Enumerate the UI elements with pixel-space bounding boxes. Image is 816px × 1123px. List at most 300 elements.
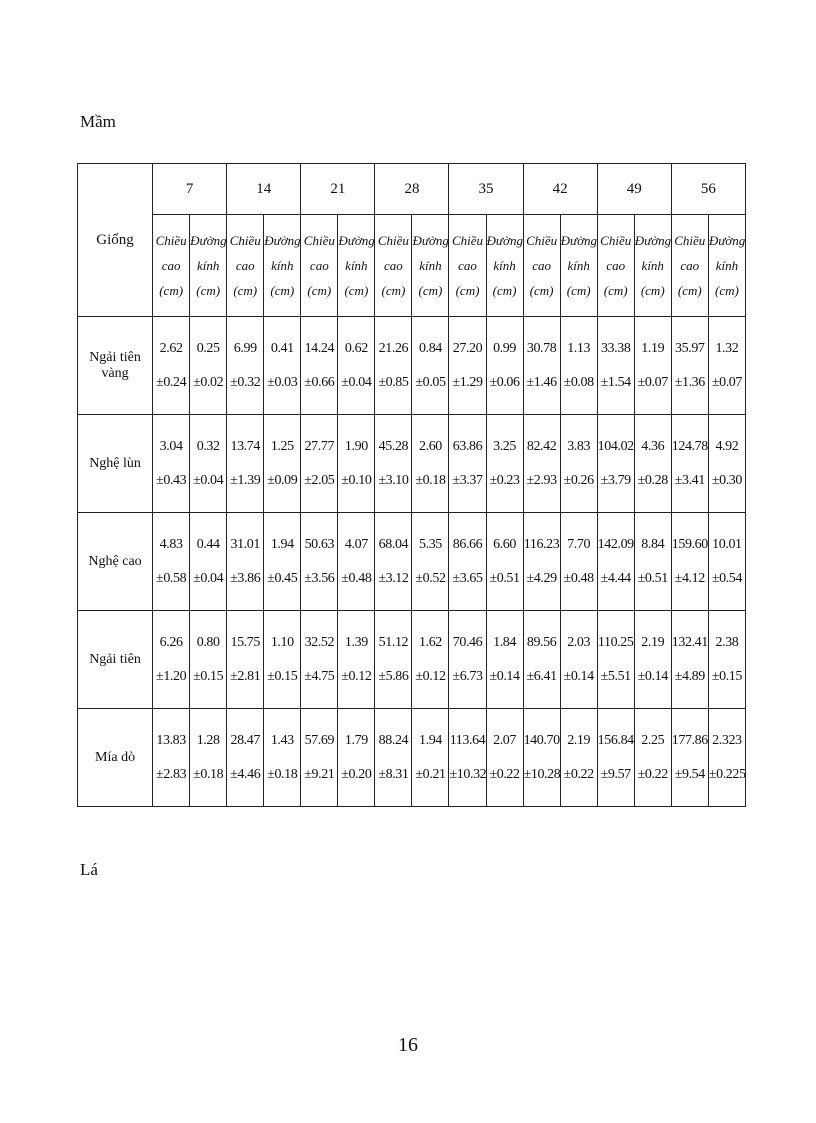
header-word: kính	[196, 258, 220, 273]
table-row	[78, 709, 746, 807]
growth-data-table	[77, 163, 746, 807]
mean-value: 1.94	[270, 536, 294, 552]
table-cell	[301, 513, 338, 611]
table-cell	[486, 611, 523, 709]
mean-value: 7.70	[567, 536, 591, 552]
mean-value: 6.99	[233, 340, 257, 356]
table-cell	[634, 709, 671, 807]
table-cell	[412, 513, 449, 611]
table-cell	[523, 317, 560, 415]
table-cell	[412, 317, 449, 415]
diameter-header	[412, 215, 449, 317]
mean-value: 6.26	[159, 634, 183, 650]
deviation-value: ±0.12	[415, 668, 446, 684]
height-header	[449, 215, 486, 317]
diameter-header	[560, 215, 597, 317]
mean-value: 0.99	[493, 340, 516, 356]
variety-header: Giống	[78, 164, 153, 317]
mean-value: 1.10	[270, 634, 294, 650]
deviation-value: ±0.07	[711, 374, 742, 390]
table-cell	[560, 709, 597, 807]
deviation-value: ±4.44	[600, 570, 631, 586]
table-cell	[671, 709, 708, 807]
table-cell	[708, 415, 745, 513]
header-word: (cm)	[677, 283, 702, 298]
mean-value: 5.35	[419, 536, 442, 552]
mean-value: 1.62	[419, 634, 442, 650]
mean-value: 110.25	[597, 634, 634, 650]
deviation-value: ±0.20	[341, 766, 372, 782]
deviation-value: ±0.14	[489, 668, 520, 684]
mean-value: 32.52	[304, 634, 335, 650]
header-word: (cm)	[529, 283, 554, 298]
mean-value: 68.04	[378, 536, 409, 552]
header-word: Chiều	[600, 233, 632, 248]
section-heading-mam: Mầm	[80, 112, 116, 131]
header-word: Chiều	[674, 233, 706, 248]
mean-value: 57.69	[304, 732, 335, 748]
deviation-value: ±0.04	[341, 374, 372, 390]
deviation-value: ±0.26	[563, 472, 594, 488]
table-row	[78, 611, 746, 709]
header-word: (cm)	[196, 283, 221, 298]
table-cell	[375, 611, 412, 709]
deviation-value: ±0.04	[193, 472, 224, 488]
table-cell	[301, 709, 338, 807]
variety-name: Nghệ cao	[78, 513, 153, 611]
header-word: Chiều	[451, 233, 484, 248]
table-cell	[153, 317, 190, 415]
deviation-value: ±9.54	[674, 766, 705, 782]
deviation-value: ±0.30	[711, 472, 742, 488]
table-row	[78, 415, 746, 513]
table-cell	[412, 611, 449, 709]
table-cell	[227, 709, 264, 807]
table-cell	[375, 513, 412, 611]
deviation-value: ±0.23	[489, 472, 520, 488]
header-word: Đường	[264, 233, 301, 248]
mean-value: 0.80	[196, 634, 220, 650]
header-word: Đường	[634, 233, 672, 248]
header-word: (cm)	[492, 283, 517, 298]
mean-value: 35.97	[675, 340, 705, 356]
deviation-value: ±0.28	[637, 472, 668, 488]
mean-value: 1.19	[641, 340, 665, 356]
mean-value: 4.36	[641, 438, 665, 454]
table-cell	[671, 317, 708, 415]
deviation-value: ±8.31	[378, 766, 409, 782]
variety-name: Mía dò	[78, 709, 153, 807]
mean-value: 2.25	[641, 732, 665, 748]
table-cell	[597, 513, 634, 611]
table-cell	[153, 709, 190, 807]
header-word: (cm)	[418, 283, 443, 298]
mean-value: 63.86	[452, 438, 483, 454]
deviation-value: ±2.83	[156, 766, 187, 782]
table-cell	[190, 709, 227, 807]
table-cell	[227, 513, 264, 611]
deviation-value: ±0.09	[267, 472, 298, 488]
table-cell	[634, 317, 671, 415]
table-cell	[153, 611, 190, 709]
deviation-value: ±0.03	[267, 374, 298, 390]
table-cell	[412, 415, 449, 513]
mean-value: 4.83	[159, 536, 183, 552]
day-header: 49	[597, 164, 671, 215]
deviation-value: ±3.56	[304, 570, 335, 586]
table-cell	[190, 513, 227, 611]
header-word: (cm)	[640, 283, 665, 298]
height-header	[523, 215, 560, 317]
day-header: 7	[153, 164, 227, 215]
diameter-header	[264, 215, 301, 317]
deviation-value: ±0.45	[267, 570, 298, 586]
day-header: 35	[449, 164, 523, 215]
table-cell	[523, 611, 560, 709]
table-cell	[375, 415, 412, 513]
deviation-value: ±4.75	[304, 668, 335, 684]
mean-value: 4.92	[715, 438, 739, 454]
mean-value: 124.78	[671, 438, 708, 454]
deviation-value: ±1.54	[600, 374, 631, 390]
table-cell	[708, 513, 745, 611]
table-cell	[708, 611, 745, 709]
mean-value: 51.12	[378, 634, 409, 650]
table-cell	[560, 317, 597, 415]
mean-value: 1.39	[344, 634, 368, 650]
deviation-value: ±3.65	[452, 570, 483, 586]
mean-value: 21.26	[378, 340, 409, 356]
height-header	[227, 215, 264, 317]
header-word: (cm)	[344, 283, 369, 298]
mean-value: 2.07	[493, 732, 516, 748]
header-word: (cm)	[270, 283, 295, 298]
mean-value: 15.75	[230, 634, 260, 650]
header-word: (cm)	[159, 283, 184, 298]
mean-value: 82.42	[526, 438, 557, 454]
header-word: cao	[458, 258, 477, 273]
mean-value: 0.44	[196, 536, 220, 552]
diameter-header	[338, 215, 375, 317]
deviation-value: ±4.29	[526, 570, 557, 586]
table-cell	[338, 415, 375, 513]
header-word: Chiều	[155, 233, 187, 248]
variety-name: Ngải tiên vàng	[78, 317, 153, 415]
header-word: Đường	[412, 233, 449, 248]
header-word: (cm)	[381, 283, 406, 298]
table-cell	[338, 709, 375, 807]
deviation-value: ±1.46	[526, 374, 557, 390]
deviation-value: ±0.22	[637, 766, 668, 782]
mean-value: 3.04	[159, 438, 183, 454]
table-cell	[671, 513, 708, 611]
mean-value: 6.60	[493, 536, 516, 552]
diameter-header	[708, 215, 745, 317]
table-cell	[523, 415, 560, 513]
mean-value: 1.84	[493, 634, 516, 650]
header-word: Đường	[486, 233, 523, 248]
deviation-value: ±0.18	[267, 766, 298, 782]
deviation-value: ±5.86	[378, 668, 409, 684]
deviation-value: ±0.22	[563, 766, 594, 782]
mean-value: 116.23	[523, 536, 560, 552]
mean-value: 70.46	[452, 634, 483, 650]
deviation-value: ±1.36	[674, 374, 705, 390]
deviation-value: ±0.04	[193, 570, 224, 586]
table-cell	[449, 513, 486, 611]
height-header	[671, 215, 708, 317]
mean-value: 1.43	[270, 732, 294, 748]
mean-value: 0.84	[419, 340, 442, 356]
deviation-value: ±0.48	[563, 570, 594, 586]
table-cell	[597, 317, 634, 415]
deviation-value: ±0.58	[156, 570, 187, 586]
table-cell	[375, 709, 412, 807]
header-word: cao	[235, 258, 255, 273]
deviation-value: ±6.73	[452, 668, 483, 684]
table-cell	[190, 317, 227, 415]
header-word: Chiều	[229, 233, 261, 248]
mean-value: 86.66	[452, 536, 483, 552]
mean-value: 1.28	[196, 732, 220, 748]
deviation-value: ±0.51	[637, 570, 668, 586]
day-header: 28	[375, 164, 449, 215]
mean-value: 33.38	[600, 340, 631, 356]
table-cell	[375, 317, 412, 415]
mean-value: 0.25	[196, 340, 220, 356]
table-cell	[449, 611, 486, 709]
deviation-value: ±0.02	[193, 374, 224, 390]
mean-value: 31.01	[230, 536, 260, 552]
section-heading-la: Lá	[80, 860, 98, 879]
table-cell	[338, 513, 375, 611]
deviation-value: ±0.66	[304, 374, 335, 390]
header-word: Đường	[338, 233, 375, 248]
table-cell	[486, 709, 523, 807]
mean-value: 2.60	[419, 438, 442, 454]
mean-value: 1.13	[567, 340, 591, 356]
deviation-value: ±2.05	[304, 472, 335, 488]
day-header: 42	[523, 164, 597, 215]
deviation-value: ±3.86	[230, 570, 261, 586]
mean-value: 8.84	[641, 536, 665, 552]
deviation-value: ±0.24	[156, 374, 187, 390]
table-cell	[449, 317, 486, 415]
header-word: kính	[567, 258, 590, 273]
deviation-value: ±0.43	[156, 472, 187, 488]
header-word: kính	[715, 258, 739, 273]
deviation-value: ±3.10	[378, 472, 409, 488]
deviation-value: ±2.81	[230, 668, 261, 684]
table-cell	[412, 709, 449, 807]
table-cell	[190, 611, 227, 709]
height-header	[301, 215, 338, 317]
header-word: cao	[161, 258, 181, 273]
mean-value: 113.64	[449, 732, 486, 748]
table-cell	[634, 513, 671, 611]
table-cell	[634, 611, 671, 709]
mean-value: 4.07	[344, 536, 368, 552]
deviation-value: ±0.15	[193, 668, 224, 684]
header-word: cao	[384, 258, 403, 273]
table-cell	[671, 611, 708, 709]
mean-value: 88.24	[378, 732, 409, 748]
deviation-value: ±5.51	[600, 668, 631, 684]
header-word: (cm)	[307, 283, 332, 298]
variety-name: Nghệ lùn	[78, 415, 153, 513]
table-cell	[264, 611, 301, 709]
mean-value: 177.86	[671, 732, 708, 748]
mean-value: 3.83	[567, 438, 591, 454]
table-cell	[597, 709, 634, 807]
header-word: cao	[532, 258, 551, 273]
table-cell	[486, 513, 523, 611]
deviation-value: ±0.32	[230, 374, 261, 390]
deviation-value: ±4.12	[674, 570, 705, 586]
mean-value: 2.19	[641, 634, 665, 650]
deviation-value: ±0.05	[415, 374, 446, 390]
deviation-value: ±0.52	[415, 570, 446, 586]
header-word: (cm)	[233, 283, 258, 298]
deviation-value: ±0.15	[267, 668, 298, 684]
table-cell	[560, 513, 597, 611]
mean-value: 89.56	[526, 634, 557, 650]
mean-value: 2.19	[567, 732, 591, 748]
deviation-value: ±0.14	[563, 668, 594, 684]
mean-value: 140.70	[523, 732, 560, 748]
page-number: 16	[398, 1034, 418, 1056]
mean-value: 13.74	[230, 438, 260, 454]
deviation-value: ±0.10	[341, 472, 372, 488]
header-word: Đường	[560, 233, 598, 248]
mean-value: 0.32	[196, 438, 220, 454]
deviation-value: ±3.37	[452, 472, 483, 488]
table-cell	[486, 415, 523, 513]
deviation-value: ±0.08	[563, 374, 594, 390]
mean-value: 1.90	[344, 438, 368, 454]
header-word: Chiều	[526, 233, 558, 248]
day-header-row	[78, 164, 746, 215]
deviation-value: ±1.29	[452, 374, 483, 390]
table-cell	[560, 611, 597, 709]
header-word: (cm)	[714, 283, 739, 298]
deviation-value: ±2.93	[526, 472, 557, 488]
table-cell	[301, 415, 338, 513]
deviation-value: ±0.85	[378, 374, 409, 390]
measure-header-row	[78, 215, 746, 317]
header-word: kính	[493, 258, 516, 273]
deviation-value: ±0.48	[341, 570, 372, 586]
table-cell	[671, 415, 708, 513]
deviation-value: ±1.39	[230, 472, 261, 488]
table-cell	[264, 513, 301, 611]
mean-value: 45.28	[378, 438, 409, 454]
table-row	[78, 317, 746, 415]
mean-value: 1.79	[344, 732, 368, 748]
table-cell	[190, 415, 227, 513]
header-word: cao	[680, 258, 700, 273]
deviation-value: ±4.46	[230, 766, 261, 782]
header-word: cao	[606, 258, 626, 273]
mean-value: 0.62	[344, 340, 368, 356]
table-cell	[597, 611, 634, 709]
header-word: kính	[641, 258, 664, 273]
header-word: kính	[419, 258, 442, 273]
deviation-value: ±0.18	[193, 766, 224, 782]
table-cell	[153, 415, 190, 513]
day-header: 56	[671, 164, 745, 215]
mean-value: 10.01	[712, 536, 742, 552]
table-cell	[338, 317, 375, 415]
height-header	[375, 215, 412, 317]
height-header	[153, 215, 190, 317]
diameter-header	[486, 215, 523, 317]
header-word: cao	[309, 258, 329, 273]
table-cell	[264, 415, 301, 513]
mean-value: 50.63	[304, 536, 335, 552]
deviation-value: ±10.28	[523, 766, 561, 782]
table-cell	[523, 709, 560, 807]
table-cell	[449, 709, 486, 807]
mean-value: 30.78	[526, 340, 557, 356]
mean-value: 27.77	[304, 438, 335, 454]
variety-name: Ngải tiên	[78, 611, 153, 709]
table-cell	[486, 317, 523, 415]
table-cell	[227, 317, 264, 415]
table-cell	[523, 513, 560, 611]
deviation-value: ±0.18	[415, 472, 446, 488]
mean-value: 142.09	[597, 536, 634, 552]
diameter-header	[190, 215, 227, 317]
day-header: 14	[227, 164, 301, 215]
deviation-value: ±0.12	[341, 668, 372, 684]
table-cell	[560, 415, 597, 513]
deviation-value: ±10.32	[449, 766, 487, 782]
header-word: Chiều	[303, 233, 335, 248]
deviation-value: ±9.21	[304, 766, 335, 782]
deviation-value: ±0.06	[489, 374, 520, 390]
deviation-value: ±0.14	[637, 668, 668, 684]
deviation-value: ±6.41	[526, 668, 557, 684]
mean-value: 2.38	[715, 634, 739, 650]
header-word: kính	[271, 258, 294, 273]
header-word: (cm)	[603, 283, 628, 298]
header-word: Chiều	[377, 233, 409, 248]
deviation-value: ±0.22	[489, 766, 520, 782]
deviation-value: ±0.54	[711, 570, 742, 586]
mean-value: 28.47	[230, 732, 260, 748]
table-row	[78, 513, 746, 611]
height-header	[597, 215, 634, 317]
table-cell	[301, 611, 338, 709]
mean-value: 27.20	[452, 340, 483, 356]
table-cell	[708, 709, 745, 807]
header-word: Đường	[708, 233, 746, 248]
header-word: kính	[345, 258, 368, 273]
deviation-value: ±0.51	[489, 570, 520, 586]
table-cell	[338, 611, 375, 709]
table-cell	[227, 611, 264, 709]
mean-value: 1.32	[715, 340, 739, 356]
table-cell	[597, 415, 634, 513]
mean-value: 156.84	[597, 732, 634, 748]
day-header: 21	[301, 164, 375, 215]
mean-value: 159.60	[671, 536, 708, 552]
mean-value: 2.62	[159, 340, 183, 356]
mean-value: 0.41	[270, 340, 294, 356]
mean-value: 104.02	[597, 438, 634, 454]
header-word: (cm)	[455, 283, 480, 298]
